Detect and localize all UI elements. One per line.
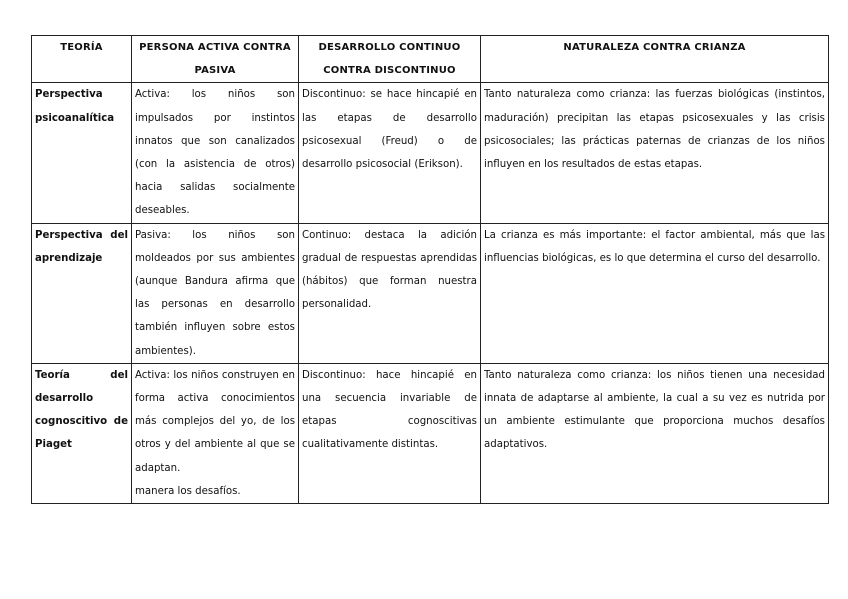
header-theory: TEORÍA [32,36,132,83]
header-continuous: DESARROLLO CONTINUO CONTRA DISCONTINUO [299,36,481,83]
nature-nurture-cell: Tanto naturaleza como crianza: las fuerzas biológicas (instintos, maduración) precipitan las etapas psicosexuales y las crisis psicosociales; las prácticas paternas de crianzas de los niños influyen en los resultados de estas etapas. [481,83,829,223]
table-row [32,223,829,363]
active-passive-cell: Pasiva: los niños son moldeados por sus ambientes (aunque Bandura afirma que las personas en desarrollo también influyen sobre estos ambientes). [132,223,299,363]
theory-comparison-table [31,35,829,504]
header-active-passive: PERSONA ACTIVA CONTRA PASIVA [132,36,299,83]
active-passive-cell: Activa: los niños son impulsados por instintos innatos que son canalizados (con la asistencia de otros) hacia salidas socialmente deseables. [132,83,299,223]
continuous-cell: Discontinuo: hace hincapié en una secuencia invariable de etapas cognoscitivas cualitativamente distintas. [299,363,481,503]
nature-nurture-cell: La crianza es más importante: el factor ambiental, más que las influencias biológicas, es lo que determina el curso del desarrollo. [481,223,829,363]
continuous-cell: Continuo: destaca la adición gradual de respuestas aprendidas (hábitos) que forman nuestra personalidad. [299,223,481,363]
theory-cell: Perspectiva del aprendizaje [32,223,132,363]
nature-nurture-cell: Tanto naturaleza como crianza: los niños tienen una necesidad innata de adaptarse al ambiente, la cual a su vez es nutrida por un ambiente estimulante que proporciona muchos desafíos adaptativos. [481,363,829,503]
theory-cell: Perspectiva psicoanalítica [32,83,132,223]
theory-cell: Teoría del desarrollo cognoscitivo de Piaget [32,363,132,503]
continuous-cell: Discontinuo: se hace hincapié en las etapas de desarrollo psicosexual (Freud) o de desarrollo psicosocial (Erikson). [299,83,481,223]
active-passive-cell [132,363,299,503]
header-nature-nurture: NATURALEZA CONTRA CRIANZA [481,36,829,83]
table-row [32,83,829,223]
active-passive-text: Activa: los niños construyen en forma activa conocimientos más complejos del yo, de los otros y del ambiente al que se adaptan. [135,369,295,474]
header-row [32,36,829,83]
active-passive-extra-text: manera los desafíos. [135,485,241,497]
table-row [32,363,829,503]
